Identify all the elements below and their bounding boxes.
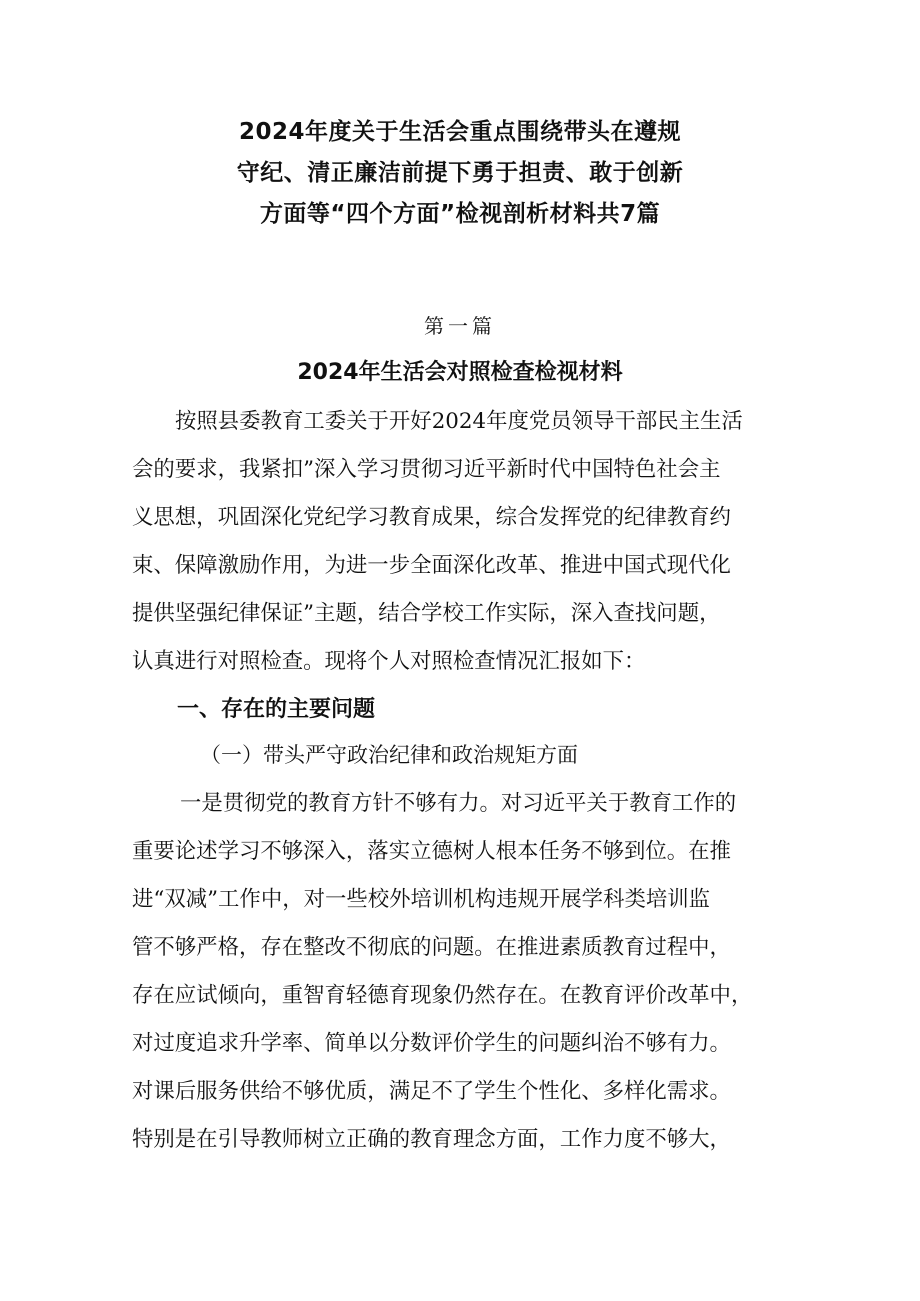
body-paragraph xyxy=(132,780,802,1164)
document-title xyxy=(130,112,790,235)
text-line: 束、保障激励作用，为进一步全面深化改革、推进中国式现代化 xyxy=(132,553,731,578)
text-line: 一是贯彻党的教育方针不够有力。对习近平关于教育工作的 xyxy=(180,791,737,816)
text-line: 重要论述学习不够深入，落实立德树人根本任务不够到位。在推 xyxy=(132,839,731,864)
text-line: 义思想，巩固深化党纪学习教育成果，综合发挥党的纪律教育约 xyxy=(132,505,731,530)
text-line: 管不够严格，存在整改不彻底的问题。在推进素质教育过程中， xyxy=(132,935,731,960)
text-line: 会的要求，我紧扣”深入学习贯彻习近平新时代中国特色社会主 xyxy=(132,457,721,482)
text-line: 提供坚强纪律保证”主题，结合学校工作实际，深入查找问题， xyxy=(132,601,721,626)
intro-paragraph xyxy=(132,398,802,686)
text-line: 特别是在引导教师树立正确的教育理念方面，工作力度不够大， xyxy=(132,1127,731,1152)
text-line: 进“双减”工作中，对一些校外培训机构违规开展学科类培训监 xyxy=(132,887,711,912)
section-heading: 一、存在的主要问题 xyxy=(177,697,376,722)
document-subtitle: 2024年生活会对照检查检视材料 xyxy=(297,360,623,385)
part-label: 第一篇 xyxy=(424,314,496,338)
subsection-heading: （一）带头严守政治纪律和政治规矩方面 xyxy=(200,743,578,767)
title-line: 守纪、清正廉洁前提下勇于担责、敢于创新 xyxy=(236,160,684,186)
text-line: 对课后服务供给不够优质，满足不了学生个性化、多样化需求。 xyxy=(132,1079,731,1104)
title-line: 方面等“四个方面”检视剖析材料共7篇 xyxy=(259,201,661,227)
text-line: 存在应试倾向，重智育轻德育现象仍然存在。在教育评价改革中， xyxy=(132,983,753,1008)
text-line: 对过度追求升学率、简单以分数评价学生的问题纠治不够有力。 xyxy=(132,1031,731,1056)
text-line: 认真进行对照检查。现将个人对照检查情况汇报如下： xyxy=(132,649,646,674)
text-line: 按照县委教育工委关于开好2024年度党员领导干部民主生活 xyxy=(175,409,743,434)
title-line: 2024年度关于生活会重点围绕带头在遵规 xyxy=(238,119,681,145)
